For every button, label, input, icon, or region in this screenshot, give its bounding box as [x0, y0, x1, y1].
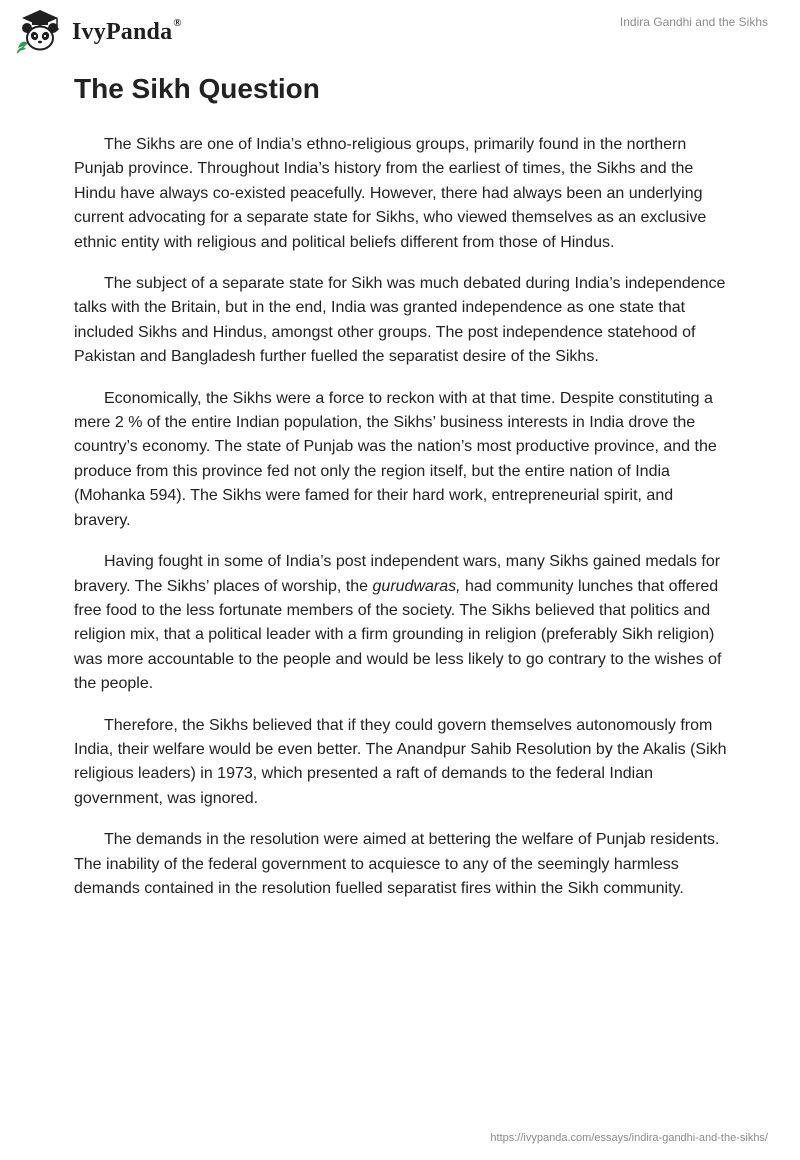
paragraph-4-after: had community lunches that offered free food to the less fortunate members of the society. The Sikhs believed that politics and religion mix, that a political leader with a firm grounding in religion (preferably Sikh religion) was more accountable to the people and would be less likely to go contrary to the wishes of the people.	[74, 577, 722, 693]
paragraph-4	[74, 550, 734, 696]
paragraph-5: Therefore, the Sikhs believed that if they could govern themselves autonomously from India, their welfare would be even better. The Anandpur Sahib Resolution by the Akalis (Sikh religious leaders) in 1973, which presented a raft of demands to the federal Indian government, was ignored.	[74, 716, 727, 807]
paragraph-4-emphasis: gurudwaras,	[372, 577, 461, 595]
section-heading: The Sikh Question	[74, 73, 320, 104]
registered-mark: ®	[173, 16, 182, 29]
page-header	[0, 0, 800, 60]
source-url[interactable]: https://ivypanda.com/essays/indira-gandhi-and-the-sikhs/	[490, 1132, 768, 1144]
paragraph-2: The subject of a separate state for Sikh was much debated during India’s independence talks with the Britain, but in the end, India was granted independence as one state that included Sikhs and Hindus, amongst other groups. The post independence statehood of Pakistan and Bangladesh further fuelled the separatist desire of the Sikhs.	[74, 275, 726, 366]
brand-name: IvyPanda®	[72, 16, 182, 45]
paragraph-6: The demands in the resolution were aimed at bettering the welfare of Punjab residents. The inability of the federal government to acquiesce to any of the seemingly harmless demands contained in the resolution fuelled separatist fires within the Sikh community.	[74, 831, 720, 897]
paragraph-4-before: Having fought in some of India’s post independent wars, many Sikhs gained medals for bravery. The Sikhs’ places of worship, the	[74, 553, 721, 595]
panda-graduation-cap-icon	[14, 8, 66, 54]
paragraph-1: The Sikhs are one of India’s ethno-religious groups, primarily found in the northern Punjab province. Throughout India’s history from the earliest of times, the Sikhs and the Hindu have always co-existed peacefully. However, there had always been an underlying current advocating for a separate state for Sikhs, who viewed themselves as an exclusive ethnic entity with religious and political beliefs different from those of Hindus.	[74, 136, 707, 251]
article-body	[74, 133, 734, 918]
paragraph-3: Economically, the Sikhs were a force to reckon with at that time. Despite constituting a mere 2 % of the entire Indian population, the Sikhs’ business interests in India drove the country’s economy. The state of Punjab was the nation’s most productive province, and the produce from this province fed not only the region itself, but the entire nation of India (Mohanka 594). The Sikhs were famed for their hard work, entrepreneurial spirit, and bravery.	[74, 389, 717, 529]
brand-logo[interactable]	[14, 8, 182, 54]
document-title: Indira Gandhi and the Sikhs	[619, 15, 768, 29]
